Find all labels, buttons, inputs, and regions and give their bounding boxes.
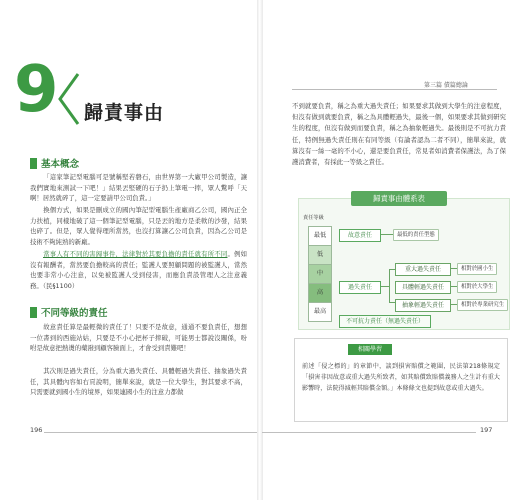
negligence-leaf: 相對於國小生 [457, 263, 497, 275]
section-marker-icon [30, 307, 37, 318]
negligence-item: 具體輕過失責任 [395, 281, 451, 294]
grade-column [308, 227, 332, 322]
negligence-box: 過失責任 [339, 281, 381, 294]
page-number-right: 197 [480, 426, 493, 434]
section-marker-icon [30, 158, 37, 169]
paragraph-5: 其次則是過失責任，分為重大過失責任、具體輕過失責任、抽象過失責任，其具體內容如右頁說明，簡單來說，就是一位大學生，對其要求不高，只需要就到國小生的境界，如果連國小生的注意力都做 [30, 367, 247, 397]
intent-leaf: 最低的責任型態 [393, 229, 439, 241]
section-heading-basic: 基本概念 [30, 156, 79, 170]
chapter-arrow-icon [50, 72, 84, 126]
paragraph-1: 「這家筆記型電腦可是號稱堅若磐石，由世界第一大廠甲公司製造，讓我們實地來測試一下吧！」結果丟堅硬的石子扔上筆電一摔，眾人驚呼「天啊！居然就碎了，這一定要請甲公司負責。」 [30, 173, 247, 203]
negligence-leaf: 相對於大學生 [457, 281, 497, 293]
liability-diagram [298, 194, 510, 330]
diagram-title: 歸責事由體系表 [351, 191, 447, 206]
negligence-item: 重大過失責任 [395, 263, 451, 276]
chapter-title: 歸責事由 [84, 102, 165, 124]
page-number-left: 196 [30, 426, 43, 434]
paragraph-2: 換個方式，如果是刪成立的國內筆記型電腦生產廠商乙公司，國內正全力扶植，同樣地破了這一個筆記型電腦，只是丟的地方是柔軟的沙發，結果也碎了。但是，眾人覺得理所當然，也沒打算讓乙公司負責，因為乙公司是技術不夠純熟的新廠。 [30, 206, 247, 246]
negligence-item: 抽象輕過失責任 [395, 299, 451, 312]
intro-paragraph: 不到就要負責，稱之為重大過失責任；如果要求其做到大學生的注意程度，但沒有做到就要負責，稱之為具體輕過失，最後一個，如果要求其做到研究生的程度，但沒有做到而要負責，稱之為抽象輕過失。最後則是不可抗力責任，特例無過失責任則在有同等級（有論者認為二者不同），簡單來說，就算沒有一絲一毫的不小心，還是要負責任，常見者如消費者保護法，為了保護消費者，有採此一等級之責任。 [292, 102, 506, 167]
grade-header: 責任等級 [303, 215, 324, 221]
related-learning-heading: 相關學習 [348, 344, 392, 355]
grade-cell: 低 [308, 245, 332, 265]
negligence-leaf: 相對於專業研究生 [457, 299, 508, 311]
header-rule [292, 89, 497, 90]
chapter-number: 9 [14, 53, 57, 127]
right-page [262, 0, 520, 500]
intent-box: 故意責任 [339, 229, 381, 242]
highlight-text: 當事人有不同的害歸事件，法律對於其要負擔的責任就有所不同 [43, 250, 228, 258]
grade-cell: 高 [308, 283, 332, 303]
force-majeure-box: 不可抗力責任（無過失責任） [339, 315, 431, 328]
connector [381, 234, 393, 235]
running-head: 第三篇 債篇總論 [424, 82, 468, 89]
grade-cell: 中 [308, 264, 332, 284]
paragraph-4: 故意責任算是最輕微的責任了！只要不是故意，通通不要負責任，想想一位書到的西施站姑，只要是不小心把杯子摔破，可能男士都說沒關係，吩咐是故意把熱燙的藥潑到顧客臉面上，才會受到責難吧！ [30, 323, 247, 353]
grade-cell: 最低 [308, 226, 332, 246]
paragraph-3: 當事人有不同的害歸事件，法律對於其要負擔的責任就有所不同。例如沒有報酬者，當然要負擔較高的責任；監護人要照顧問題的被監護人，當然也要非常小心注意，以免被監護人受到侵害，而應負責設管理人之注意義務。（民§1100） [30, 250, 248, 290]
section-heading-levels: 不同等級的責任 [30, 305, 108, 319]
connector [381, 286, 389, 287]
footer-rule [44, 432, 257, 433]
grade-cell: 最高 [308, 302, 332, 322]
left-page [0, 0, 258, 500]
related-learning-text: 前述「侵之標的」的章節中，談到損害賠償之範圍，民法第218條規定「損害非因故意或重大過失所致者，如其賠償致賠償義務人之生計有重大影響時，法院得減輕其賠償金額。」本條條文也提到故意或重大過失。 [302, 363, 500, 392]
footer-rule [262, 432, 476, 433]
